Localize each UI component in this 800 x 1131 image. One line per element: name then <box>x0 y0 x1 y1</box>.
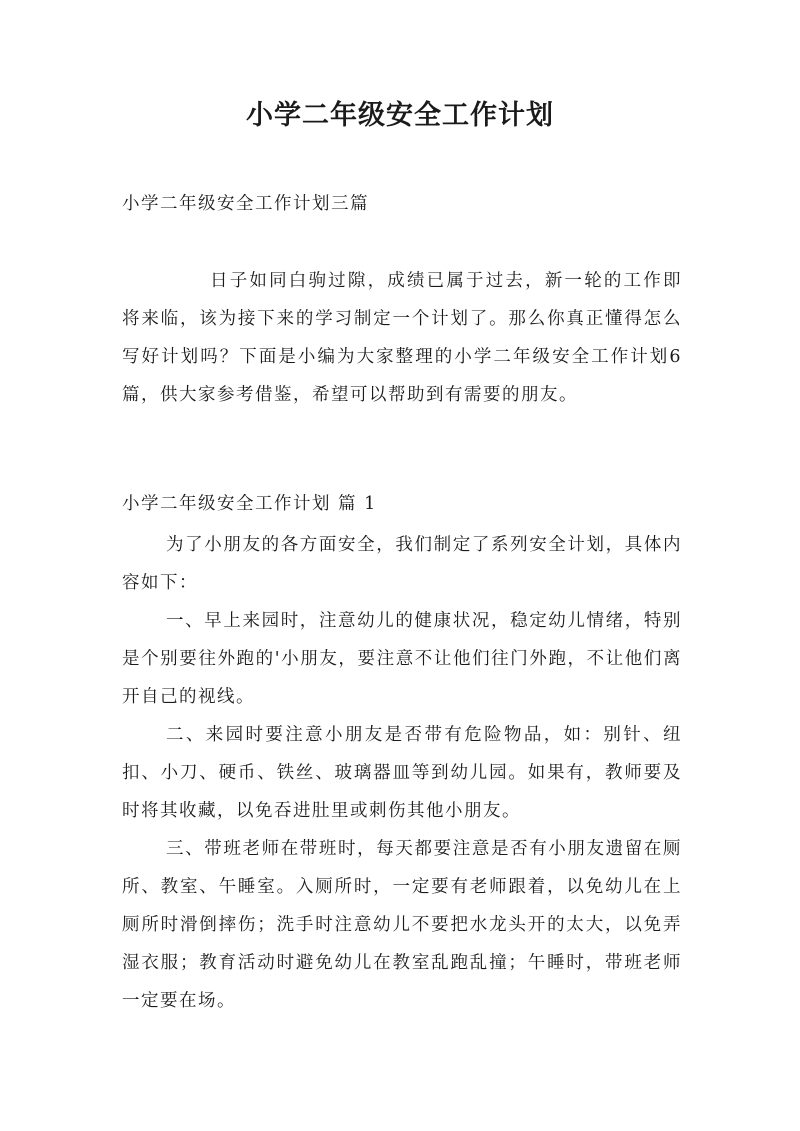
body-paragraph: 为了小朋友的各方面安全，我们制定了系列安全计划，具体内容如下： <box>122 535 682 593</box>
body-paragraph: 二、来园时要注意小朋友是否带有危险物品，如：别针、纽扣、小刀、硬币、铁丝、玻璃器皿等到幼儿园。如果有，教师要及时将其收藏，以免吞进肚里或刺伤其他小朋友。 <box>122 725 682 821</box>
section-body <box>122 526 682 1020</box>
document-title: 小学二年级安全工作计划 <box>246 100 554 131</box>
section-heading: 小学二年级安全工作计划 篇 1 <box>122 494 377 514</box>
body-paragraph: 三、带班老师在带班时，每天都要注意是否有小朋友遗留在厕所、教室、午睡室。入厕所时，一定要有老师跟着，以免幼儿在上厕所时滑倒摔伤；洗手时注意幼儿不要把水龙头开的太大，以免弄湿衣服；教育活动时避免幼儿在教室乱跑乱撞；午睡时，带班老师一定要在场。 <box>122 839 682 1011</box>
document-subtitle: 小学二年级安全工作计划三篇 <box>122 194 369 214</box>
body-paragraph: 一、早上来园时，注意幼儿的健康状况，稳定幼儿情绪，特别是个别要往外跑的'小朋友，要注意不让他们往门外跑，不让他们离开自己的视线。 <box>122 611 682 707</box>
intro-paragraph: 日子如同白驹过隙，成绩已属于过去，新一轮的工作即将来临，该为接下来的学习制定一个计划了。那么你真正懂得怎么写好计划吗？下面是小编为大家整理的小学二年级安全工作计划6篇，供大家参考借鉴，希望可以帮助到有需要的朋友。 <box>122 271 682 405</box>
